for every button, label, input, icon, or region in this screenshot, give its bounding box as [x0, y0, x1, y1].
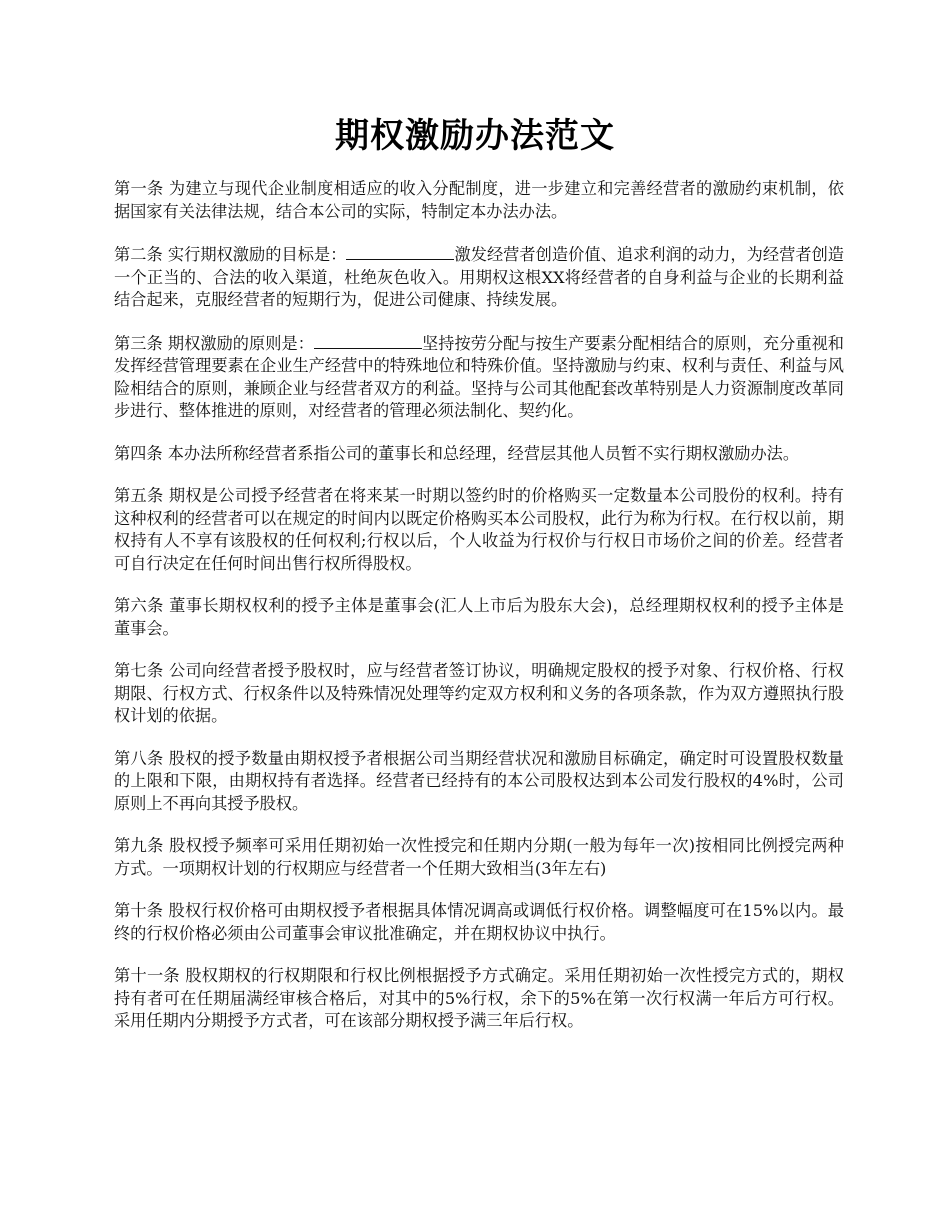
- fill-in-blank: [346, 243, 454, 260]
- document-title: 期权激励办法范文: [335, 116, 615, 156]
- article-10: 第十条 股权行权价格可由期权授予者根据具体情况调高或调低行权价格。调整幅度可在15%以内。最终的行权价格必须由公司董事会审议批准确定，并在期权协议中执行。: [114, 901, 844, 943]
- article-2: [114, 243, 844, 312]
- article-3-rest: 坚持按劳分配与按生产要素分配相结合的原则，充分重视和发挥经营管理要素在企业生产经营中的特殊地位和特殊价值。坚持激励与约束、权利与责任、利益与风险相结合的原则，兼顾企业与经营者双方的利益。坚持与公司其他配套改革特别是人力资源制度改革同步进行、整体推进的原则，对经营者的管理必须法制化、契约化。: [114, 333, 844, 420]
- article-4: 第四条 本办法所称经营者系指公司的董事长和总经理，经营层其他人员暂不实行期权激励办法。: [114, 443, 800, 463]
- article-3: [114, 332, 844, 423]
- article-6: 第六条 董事长期权权利的授予主体是董事会(汇人上市后为股东大会)，总经理期权权利的授予主体是董事会。: [114, 596, 844, 638]
- article-5: 第五条 期权是公司授予经营者在将来某一时期以签约时的价格购买一定数量本公司股份的权利。持有这种权利的经营者可以在规定的时间内以既定价格购买本公司股权，此行为称为行权。在行权以前，期权持有人不享有该股权的任何权利;行权以后，个人收益为行权价与行权日市场价之间的价差。经营者可自行决定在任何时间出售行权所得股权。: [114, 486, 844, 573]
- fill-in-blank: [314, 332, 422, 349]
- article-7: 第七条 公司向经营者授予股权时，应与经营者签订协议，明确规定股权的授予对象、行权价格、行权期限、行权方式、行权条件以及特殊情况处理等约定双方权利和义务的各项条款，作为双方遵照执行股权计划的依据。: [114, 661, 844, 725]
- article-2-rest: 激发经营者创造价值、追求利润的动力，为经营者创造一个正当的、合法的收入渠道，杜绝灰色收入。用期权这根XX将经营者的自身利益与企业的长期利益结合起来，克服经营者的短期行为，促进公司健康、持续发展。: [114, 245, 844, 309]
- article-9: 第九条 股权授予频率可采用任期初始一次性授完和任期内分期(一般为每年一次)按相同比例授完两种方式。一项期权计划的行权期应与经营者一个任期大致相当(3年左右): [114, 836, 844, 878]
- article-1: 第一条 为建立与现代企业制度相适应的收入分配制度，进一步建立和完善经营者的激励约束机制，依据国家有关法律法规，结合本公司的实际，特制定本办法办法。: [114, 179, 844, 221]
- article-2-lead: 第二条 实行期权激励的目标是：: [114, 245, 347, 264]
- article-8: 第八条 股权的授予数量由期权授予者根据公司当期经营状况和激励目标确定，确定时可设置股权数量的上限和下限，由期权持有者选择。经营者已经持有的本公司股权达到本公司发行股权的4%时，公司原则上不再向其授予股权。: [114, 748, 844, 813]
- article-3-lead: 第三条 期权激励的原则是：: [114, 333, 314, 353]
- document-body: [114, 178, 844, 1053]
- article-11: 第十一条 股权期权的行权期限和行权比例根据授予方式确定。采用任期初始一次性授完方式的，期权持有者可在任期届满经审核合格后，对其中的5%行权，余下的5%在第一次行权满一年后方可行权。采用任期内分期授予方式者，可在该部分期权授予满三年后行权。: [114, 966, 844, 1030]
